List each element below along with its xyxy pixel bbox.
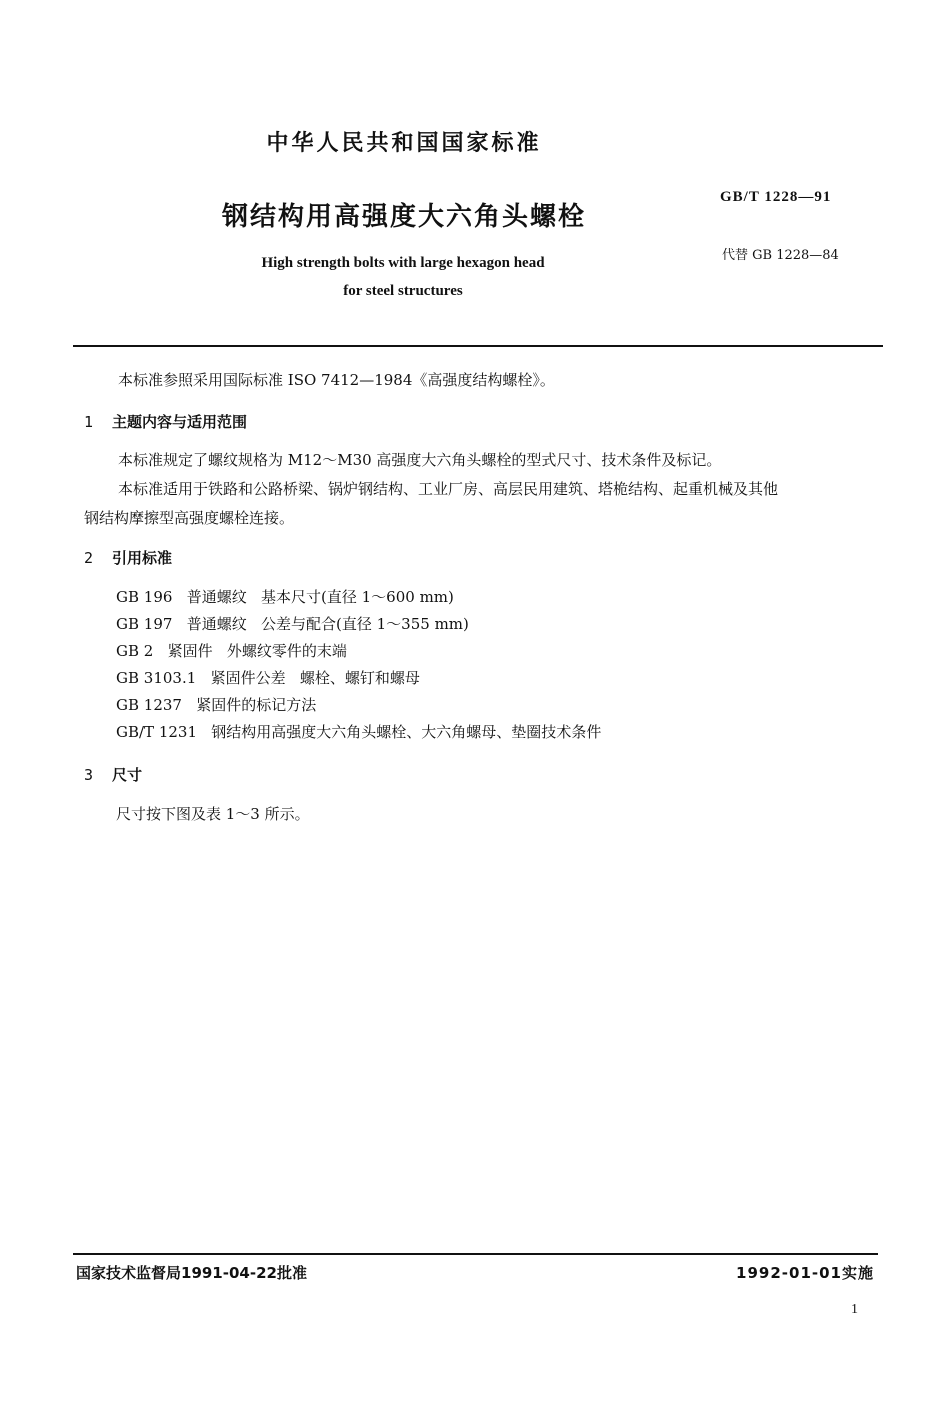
document-title-english-line-1: High strength bolts with large hexagon head [261,255,545,271]
reference-item: GB 3103.1 紧固件公差 螺栓、螺钉和螺母 [116,669,420,687]
section-1-paragraph-2-continuation: 钢结构摩擦型高强度螺栓连接。 [84,509,295,527]
reference-item: GB/T 1231 钢结构用高强度大六角头螺栓、大六角螺母、垫圈技术条件 [116,723,602,741]
document-title-chinese: 钢结构用高强度大六角头螺栓 [221,202,586,232]
section-3-paragraph: 尺寸按下图及表 1～3 所示。 [116,805,310,823]
header-divider [73,345,883,347]
document-title-english-line-2: for steel structures [343,283,463,299]
section-1-paragraph-2: 本标准适用于铁路和公路桥梁、锅炉钢结构、工业厂房、高层民用建筑、塔桅结构、起重机械及其他 [118,480,779,498]
effective-date: 1992-01-01实施 [736,1264,874,1282]
section-title: 主题内容与适用范围 [112,413,248,431]
section-title: 引用标准 [112,549,173,567]
national-standard-heading: 中华人民共和国国家标准 [266,131,542,156]
section-number: 3 [84,766,94,784]
standard-code: GB/T 1228—91 [720,189,832,205]
referenced-standards-list [116,584,601,746]
intro-paragraph: 本标准参照采用国际标准 ISO 7412—1984《高强度结构螺栓》。 [118,371,555,389]
section-number: 1 [84,413,94,431]
reference-item: GB 196 普通螺纹 基本尺寸(直径 1～600 mm) [116,588,454,606]
reference-item: GB 197 普通螺纹 公差与配合(直径 1～355 mm) [116,615,469,633]
replaced-standard: 代替 GB 1228—84 [722,248,839,263]
section-1-paragraph-1: 本标准规定了螺纹规格为 M12～M30 高强度大六角头螺栓的型式尺寸、技术条件及标记。 [118,451,722,469]
reference-item: GB 1237 紧固件的标记方法 [116,696,317,714]
section-3-heading [84,764,142,785]
section-2-heading [84,547,172,568]
footer-divider [73,1253,878,1255]
page-number: 1 [851,1302,858,1317]
section-number: 2 [84,549,94,567]
section-1-heading [84,411,247,432]
section-title: 尺寸 [112,766,143,784]
reference-item: GB 2 紧固件 外螺纹零件的末端 [116,642,347,660]
approval-statement: 国家技术监督局1991-04-22批准 [76,1264,307,1282]
